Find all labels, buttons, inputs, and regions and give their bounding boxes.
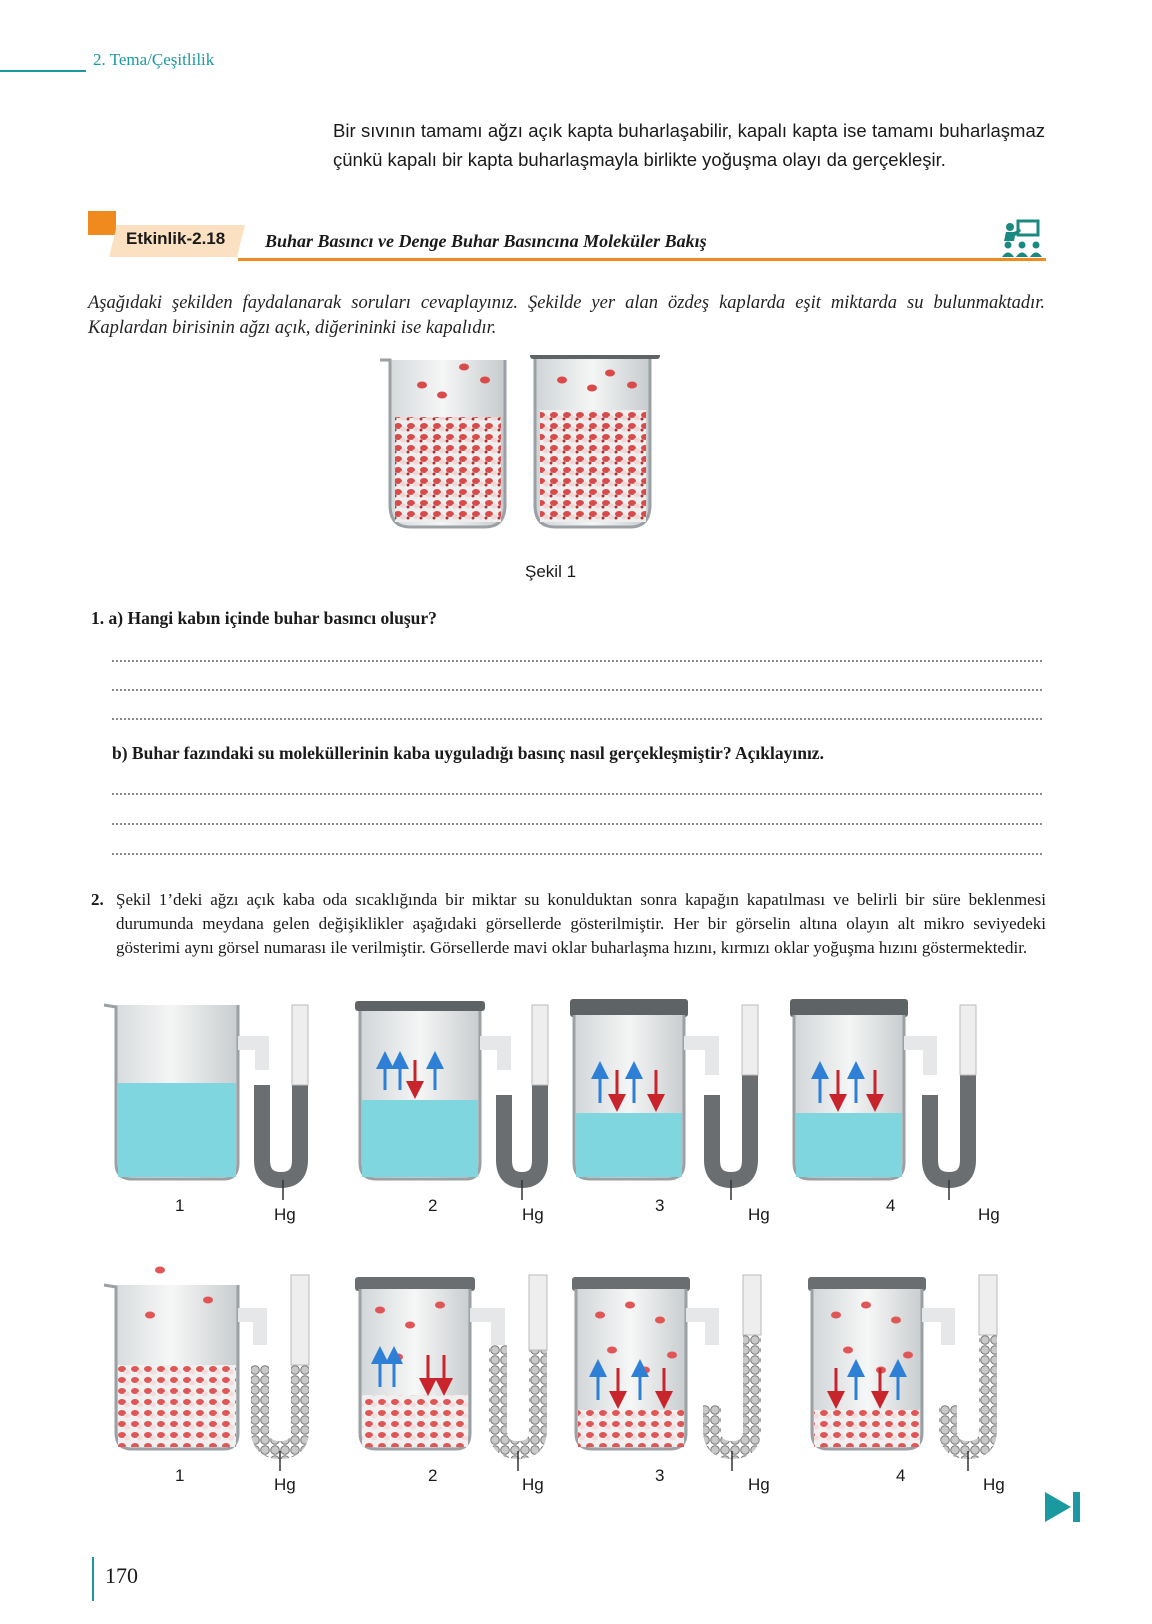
stage-number: 1 xyxy=(175,1196,185,1215)
micro-stage-4 xyxy=(808,1275,997,1471)
page-number: 170 xyxy=(105,1563,138,1588)
question-2-text: Şekil 1’deki ağzı açık kaba oda sıcaklığında bir miktar su konulduktan sonra kapağın kapatılması ve belirli bir süre beklenmesi durumunda meydana gelen değişiklikler aşağıdaki görsellerde gösterilmiştir. Her bir görselin altına olayın alt mikro seviyedeki gösterimi aynı görsel numarası ile verilmiştir. Görsellerde mavi oklar buharlaşma hızını, kırmızı oklar yoğuşma hızını göstermektedir. xyxy=(116,890,1046,957)
question-1a: 1. a) Hangi kabın içinde buhar basıncı oluşur? xyxy=(91,608,437,628)
figure1-caption: Şekil 1 xyxy=(525,562,577,581)
activity-instruction: Aşağıdaki şekilden faydalanarak soruları cevaplayınız. Şekilde yer alan özdeş kaplarda eşit miktarda su bulunmaktadır. Kaplardan birisinin ağzı açık, diğerininki ise kapalıdır. xyxy=(88,293,1045,338)
micro-stage-1 xyxy=(104,1267,309,1472)
stage-number: 2 xyxy=(428,1196,438,1215)
answer-line[interactable] xyxy=(112,793,1042,795)
micro-stages xyxy=(0,1265,1152,1495)
hg-label: Hg xyxy=(274,1205,296,1224)
stage-number: 4 xyxy=(896,1466,906,1485)
hg-label: Hg xyxy=(983,1475,1005,1494)
answer-line[interactable] xyxy=(112,718,1042,720)
question-2 xyxy=(91,888,1046,960)
page-number-bar xyxy=(92,1557,94,1601)
activity-badge: Etkinlik-2.18 xyxy=(126,229,226,248)
hg-label: Hg xyxy=(522,1475,544,1494)
activity-corner-mark xyxy=(88,211,116,235)
stage-number: 2 xyxy=(428,1466,438,1485)
macro-stage-2 xyxy=(355,1001,548,1200)
micro-stage-3 xyxy=(572,1275,761,1471)
micro-stage-2 xyxy=(355,1275,547,1471)
stage-number: 3 xyxy=(655,1466,665,1485)
next-page-icon[interactable] xyxy=(1043,1490,1083,1524)
activity-rule xyxy=(238,258,1046,261)
hg-label: Hg xyxy=(748,1475,770,1494)
intro-paragraph: Bir sıvının tamamı ağzı açık kapta buharlaşabilir, kapalı kapta ise tamamı buharlaşmaz çünkü kapalı bir kapta buharlaşmayla birlikte yoğuşma olayı da gerçekleşir. xyxy=(333,120,1045,170)
stage-number: 4 xyxy=(886,1196,896,1215)
closed-beaker xyxy=(530,355,660,527)
hg-label: Hg xyxy=(978,1205,1000,1224)
section-title: 2. Tema/Çeşitlilik xyxy=(93,50,215,69)
answer-line[interactable] xyxy=(112,689,1042,691)
header-rule xyxy=(0,70,86,72)
hg-label: Hg xyxy=(274,1475,296,1494)
stage-number: 1 xyxy=(175,1466,185,1485)
answer-line[interactable] xyxy=(112,823,1042,825)
open-beaker xyxy=(380,355,505,527)
answer-line[interactable] xyxy=(112,660,1042,662)
group-presentation-icon xyxy=(1000,219,1044,259)
macro-stages xyxy=(0,995,1152,1225)
question-1b: b) Buhar fazındaki su moleküllerinin kaba uyguladığı basınç nasıl gerçekleşmiştir? Açıklayınız. xyxy=(112,743,824,763)
hg-label: Hg xyxy=(522,1205,544,1224)
hg-label: Hg xyxy=(748,1205,770,1224)
macro-stage-1 xyxy=(104,1005,308,1200)
answer-line[interactable] xyxy=(112,853,1042,855)
question-2-number: 2. xyxy=(91,890,104,909)
figure1-beakers xyxy=(380,355,680,535)
activity-title: Buhar Basıncı ve Denge Buhar Basıncına Moleküler Bakış xyxy=(265,231,707,251)
macro-stage-4 xyxy=(790,999,976,1200)
stage-number: 3 xyxy=(655,1196,665,1215)
macro-stage-3 xyxy=(570,999,758,1200)
